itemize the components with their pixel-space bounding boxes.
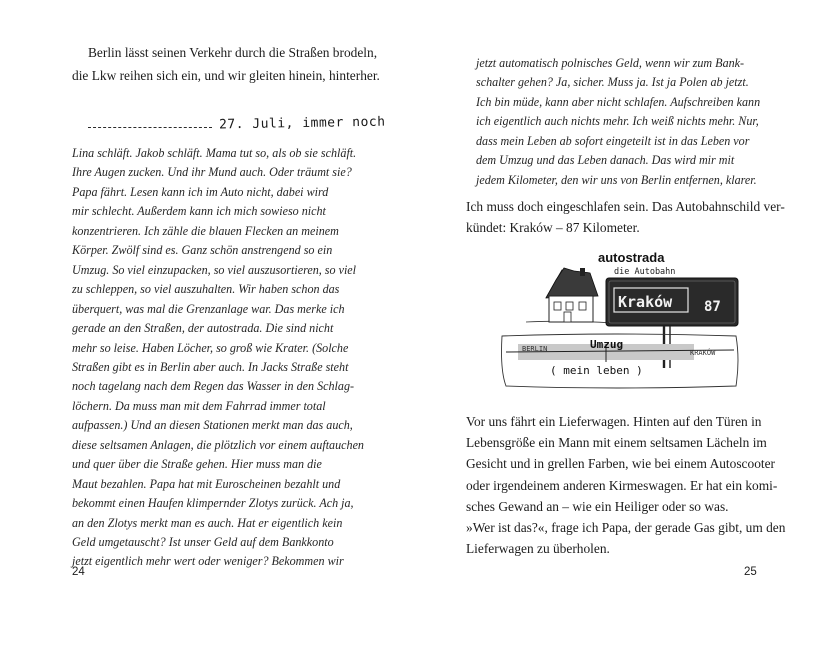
diary-line: dem Umzug und das Leben danach. Das wird mir mit <box>476 153 735 168</box>
diary-line: dass mein Leben ab sofort eingeteilt ist in das Leben vor <box>476 133 750 148</box>
diary-line: Ich bin müde, kann aber nicht schlafen. Aufschreiben kann <box>476 94 761 109</box>
sign-distance: 87 <box>704 299 721 315</box>
label-berlin: BERLIN <box>522 345 548 353</box>
body-line: Ich muss doch eingeschlafen sein. Das Autobahnschild ver- <box>466 199 785 214</box>
illustration-title: autostrada <box>598 250 665 265</box>
page-number-left: 24 <box>72 566 85 578</box>
body-line: Lebensgröße ein Mann mit einem seltsamen Lächeln im <box>466 435 767 451</box>
diary-line: Geld umgetauscht? Ist unser Geld auf dem Bankkonto <box>72 535 334 549</box>
diary-line: jetzt automatisch polnisches Geld, wenn wir zum Bank- <box>476 56 745 70</box>
diary-line: mehr so leise. Haben Löcher, so groß wie Krater. (Solche <box>72 340 349 355</box>
diary-line: Ihre Augen zucken. Und ihr Mund auch. Oder träumt sie? <box>72 165 352 180</box>
diary-line: Papa fährt. Lesen kann ich im Auto nicht, dabei wird <box>72 184 329 199</box>
body-line: Vor uns fährt ein Lieferwagen. Hinten auf den Türen in <box>466 414 762 429</box>
right-page <box>414 0 828 648</box>
label-umzug: Umzug <box>590 338 624 351</box>
diary-line: diese seltsamen Anlagen, die plötzlich vor einem auftauchen <box>72 437 364 452</box>
diary-line: mir schlecht. Außerdem kann ich mich sowieso nicht <box>72 204 326 219</box>
body-line: Gesicht und in grellen Farben, wie bei einem Autoscooter <box>466 456 776 472</box>
body-line: sches Gewand an – wie ein Heiliger oder so was. <box>466 498 729 514</box>
diary-line: an den Zlotys merkt man es auch. Hat er eigentlich kein <box>72 515 343 530</box>
body-line: »Wer ist das?«, frage ich Papa, der gerade Gas gibt, um den <box>466 520 786 535</box>
diary-line: gerade an den Straßen, der autostrada. Die sind nicht <box>72 321 334 336</box>
label-krakow: KRAKÓW <box>690 349 716 357</box>
diary-line: überquert, was mal die Grenzanlage war. Das merke ich <box>72 301 345 316</box>
body-line: oder irgendeinem anderen Kirmeswagen. Er hat ein komi- <box>466 477 778 493</box>
date-dash-line <box>88 127 212 128</box>
diary-line: löchern. Da muss man mit dem Fahrrad immer total <box>72 398 326 413</box>
diary-line: Umzug. So viel einzupacken, so viel auszusortieren, so viel <box>72 262 357 277</box>
intro-line: Berlin lässt seinen Verkehr durch die Straßen brodeln, <box>88 45 378 60</box>
label-my-life: ( mein leben ) <box>550 364 643 377</box>
diary-date: 27. Juli, immer noch <box>218 114 386 133</box>
diary-line: Lina schläft. Jakob schläft. Mama tut so, als ob sie schläft. <box>72 146 357 160</box>
illustration-subtitle: die Autobahn <box>614 267 676 277</box>
diary-line: und quer über die Straße gehen. Hier muss man die <box>72 457 322 472</box>
diary-line: jedem Kilometer, den wir uns von Berlin entfernen, klarer. <box>476 172 757 187</box>
body-line: kündet: Kraków – 87 Kilometer. <box>466 220 640 235</box>
diary-line: aufpassen.) Und an diesen Stationen merkt man das auch, <box>72 418 353 433</box>
diary-line: Maut bezahlen. Papa hat mit Euroscheinen bezahlt und <box>72 476 341 491</box>
sign-city: Kraków <box>618 293 673 311</box>
diary-line: ich eigentlich auch nichts mehr. Ich weiß nichts mehr. Nur, <box>476 114 759 129</box>
diary-line: schalter gehen? Ja, sicher. Muss ja. Ist ja Polen ab jetzt. <box>476 75 749 90</box>
diary-line: Körper. Zwölf sind es. Ganz schön anstrengend so ein <box>72 243 333 258</box>
diary-line: Straßen gibt es in Berlin aber auch. In Jacks Straße steht <box>72 359 349 374</box>
house-drawing <box>546 268 598 322</box>
diary-line: jetzt eigentlich mehr wert oder weniger? Bekommen wir <box>72 554 344 569</box>
page-number-right: 25 <box>744 566 757 578</box>
diary-line: noch tagelang nach dem Regen das Wasser in den Schlag- <box>72 379 355 394</box>
diary-line: konzentrieren. Ich zähle die blauen Flecken an meinem <box>72 223 339 238</box>
body-line: Lieferwagen zu überholen. <box>466 541 610 557</box>
diary-line: zu schleppen, so viel auszuhalten. Wir haben schon das <box>72 282 340 297</box>
intro-line: die Lkw reihen sich ein, und wir gleiten hinein, hinterher. <box>72 68 380 83</box>
diary-line: bekommt einen Haufen klimpernder Zlotys zurück. Ach ja, <box>72 496 354 511</box>
autobahn-sign-illustration <box>494 240 744 392</box>
